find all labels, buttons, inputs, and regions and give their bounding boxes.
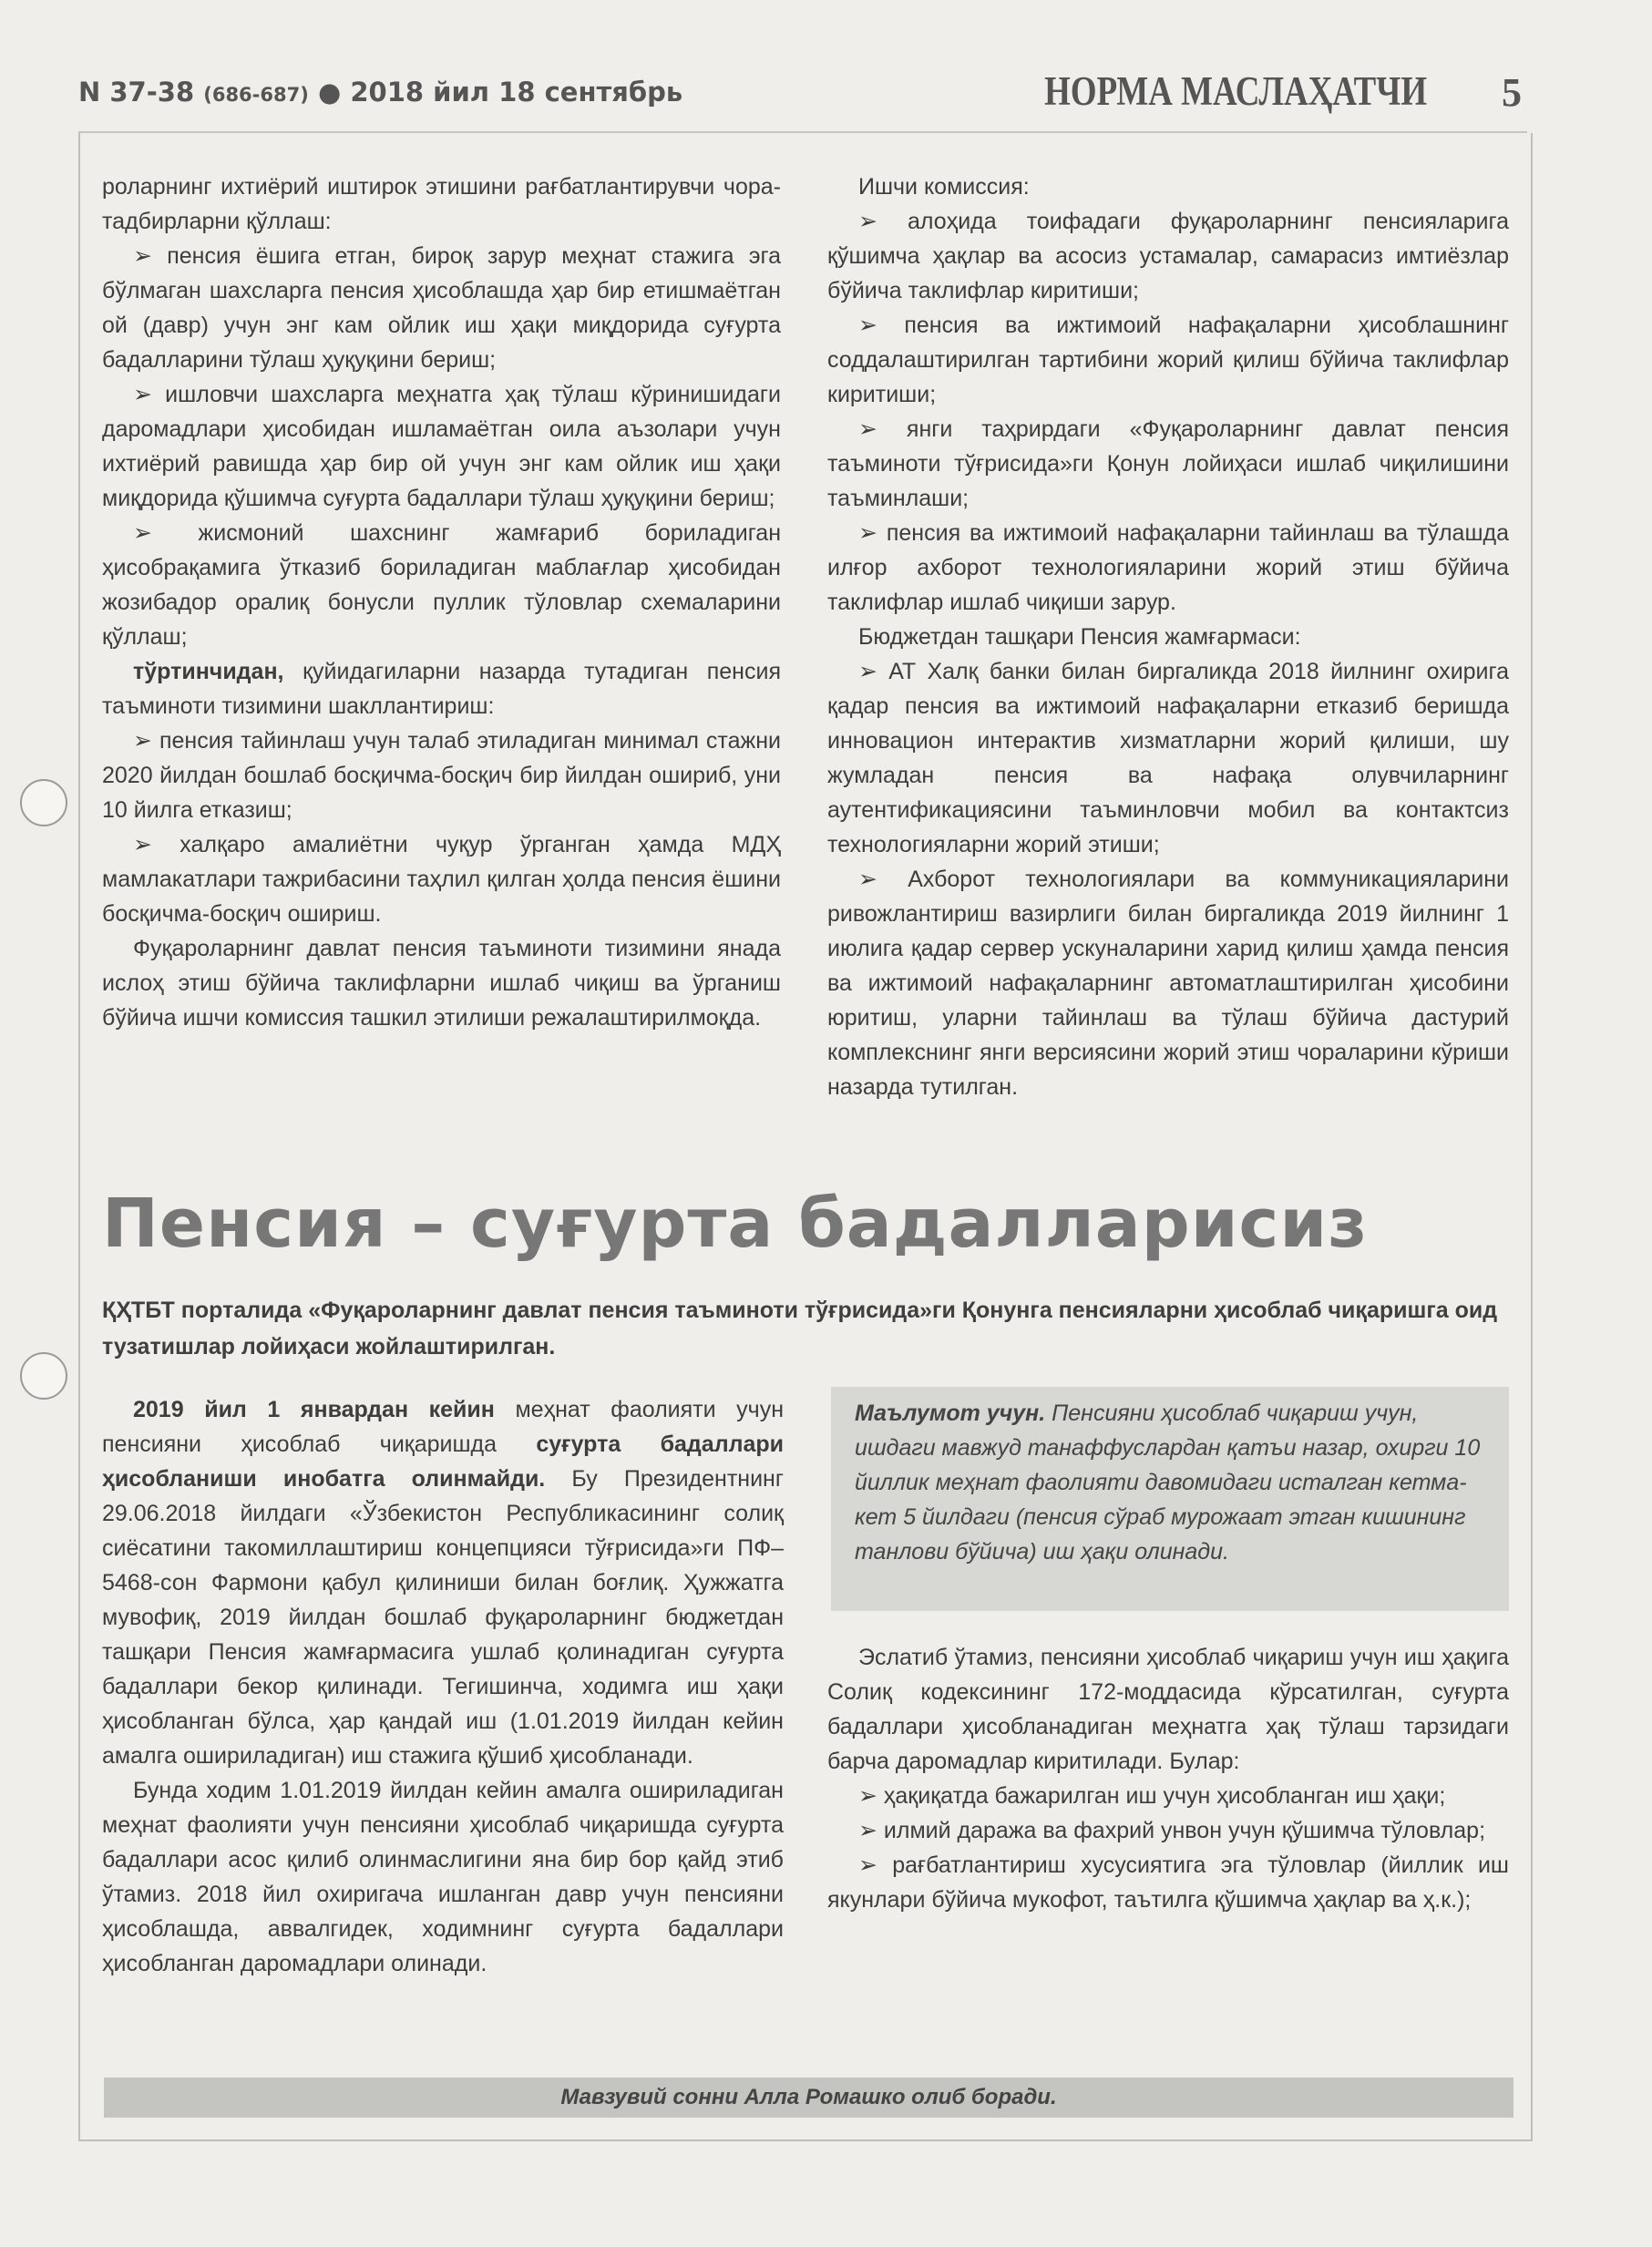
top-right-column — [827, 169, 1509, 1104]
page-number: 5 — [1502, 70, 1522, 115]
issue-info — [78, 77, 682, 108]
bullet-item: ➢ АТ Халқ банки билан биргаликда 2018 йилнинг охирига қадар пенсия ва ижтимоий нафақаларни етказиб беришда инновацион интерактив хизматларни жорий қилиши, шу жумладан пенсия ва нафақа олувчиларнинг аутентификациясини таъминловчи мобил ва контактсиз технологияларни жорий этиши; — [827, 659, 1509, 857]
paragraph: Эслатиб ўтамиз, пенсияни ҳисоблаб чиқариш учун иш ҳақига Солиқ кодексининг 172-моддасида кўрсатилган, суғурта бадаллари ҳисобланадиган меҳнатга ҳақ тўлаш тарзидаги барча даромадлар киритилади. Булар: — [827, 1645, 1509, 1774]
article-headline: Пенсия – суғурта бадалларисиз — [102, 1185, 1369, 1263]
bold-phrase: 2019 йил 1 январдан кейин — [133, 1397, 495, 1422]
issue-sub-number: (686-687) — [203, 84, 309, 106]
issue-number: N 37-38 — [78, 77, 195, 108]
bullet-item: ➢ пенсия ва ижтимоий нафақаларни ҳисоблашнинг соддалаштирилган тартибини жорий қилиш бўйича таклифлар киритиши; — [827, 313, 1509, 407]
bullet-item: ➢ пенсия тайинлаш учун талаб этиладиган минимал стажни 2020 йилдан бошлаб босқичма-босқич бир йилдан ошириб, уни 10 йилга етказиш; — [102, 728, 781, 823]
bullet-item: ➢ ишловчи шахсларга меҳнатга ҳақ тўлаш кўринишидаги даромадлари ҳисобидан ишламаётган оила аъзолари учун ихтиёрий равишда ҳар бир ой учун энг кам ойлик иш ҳақи миқдорида қўшимча суғурта бадаллари тўлаш ҳуқуқини бериш; — [102, 382, 781, 511]
bullet-item: ➢ пенсия ва ижтимоий нафақаларни тайинлаш ва тўлашда илғор ахборот технологияларини жорий этиш бўйича таклифлар ишлаб чиқиши зарур. — [827, 520, 1509, 615]
bottom-right-column — [827, 1640, 1509, 1917]
paragraph-text: қуйидагиларни назарда тутадиган пенсия таъминоти тизимини шакллантириш: — [102, 659, 781, 719]
paragraph — [102, 1392, 784, 1773]
punch-hole-lower — [20, 1352, 67, 1400]
bullet-item: ➢ илмий даража ва фахрий унвон учун қўшимча тўловлар; — [858, 1818, 1486, 1843]
paragraph-text: меҳнат фаолияти учун пенсияни ҳисоблаб чиқаришда — [102, 1397, 785, 1457]
bullet-item: ➢ рағбатлантириш хусусиятига эга тўловлар (йиллик иш якунлари бўйича мукофот, таътилга қўшимча ҳақлар ва ҳ.к.); — [827, 1852, 1509, 1913]
top-left-column — [102, 169, 781, 1035]
bullet-item: ➢ жисмоний шахснинг жамғариб бориладиган ҳисобрақамига ўтказиб бориладиган маблағлар ҳисобидан жозибадор оралиқ бонусли пуллик тўловлар схемаларини қўллаш; — [102, 520, 781, 650]
bullet-separator: ● — [317, 77, 342, 108]
paragraph: Фуқароларнинг давлат пенсия таъминоти тизимини янада ислоҳ этиш бўйича таклифларни ишлаб чиқиш ва ўрганиш бўйича ишчи комиссия ташкил этилиши режалаштирилмоқда. — [102, 936, 781, 1031]
info-box-label: Маълумот учун. — [855, 1401, 1046, 1426]
paragraph: Бунда ходим 1.01.2019 йилдан кейин амалга ошириладиган меҳнат фаолияти учун пенсияни ҳисоблаб чиқаришда суғурта бадаллари асос қилиб олинмаслигини яна бир бор қайд этиб ўтамиз. 2018 йил охиригача ишланган давр учун пенсияни ҳисоблашда, аввалгидек, ходимнинг суғурта бадаллари ҳисобланган даромадлари олинади. — [102, 1778, 784, 1976]
paragraph — [102, 654, 781, 723]
article-lead: ҚҲТБТ порталида «Фуқароларнинг давлат пенсия таъминоти тўғрисида»ги Қонунга пенсияларни ҳисоблаб чиқаришга оид тузатишлар лойиҳаси жойлаштирилган. — [102, 1298, 1498, 1359]
bold-phrase: суғурта бадаллари ҳисобланиши инобатга олинмайди. — [102, 1431, 784, 1492]
bullet-item: ➢ ҳақиқатда бажарилган иш учун ҳисобланган иш ҳақи; — [858, 1783, 1446, 1809]
bullet-item: ➢ алоҳида тоифадаги фуқароларнинг пенсияларига қўшимча ҳақлар ва асосиз устамалар, самарасиз имтиёзлар бўйича таклифлар киритиши; — [827, 209, 1509, 303]
bullet-item: ➢ пенсия ёшига етган, бироқ зарур меҳнат стажига эга бўлмаган шахсларга пенсия ҳисоблашда ҳар бир етишмаётган ой (давр) учун энг кам ойлик иш ҳақи миқдорида суғурта бадалларини тўлаш ҳуқуқини бериш; — [102, 243, 781, 373]
info-box — [831, 1387, 1509, 1611]
magazine-title: НОРМА МАСЛАҲАТЧИ — [1044, 68, 1427, 114]
bullet-item: ➢ Ахборот технологиялари ва коммуникацияларини ривожлантириш вазирлиги билан биргаликда 2019 йилнинг 1 июлига қадар сервер ускуналарини харид қилиш ҳамда пенсия ва ижтимоий нафақаларнинг автоматлаштирилган ҳисобини юритиш, уларни тайинлаш ва тўлаш бўйича дастурий комплекснинг янги версиясини жорий этиш чораларини кўриши назарда тутилган. — [827, 867, 1509, 1100]
editor-credit-bar: Мавзувий сонни Алла Ромашко олиб боради. — [104, 2078, 1513, 2118]
bullet-item: ➢ янги таҳрирдаги «Фуқароларнинг давлат пенсия таъминоти тўғрисида»ги Қонун лойиҳаси ишлаб чиқилишини таъминлаши; — [827, 416, 1509, 511]
paragraph: роларнинг ихтиёрий иштирок этишини рағбатлантирувчи чора-тадбирларни қўллаш: — [102, 174, 781, 234]
bullet-item: ➢ халқаро амалиётни чуқур ўрганган ҳамда МДҲ мамлакатлари тажрибасини таҳлил қилган ҳолда пенсия ёшини босқичма-босқич ошириш. — [102, 832, 781, 927]
paragraph: Бюджетдан ташқари Пенсия жамғармаси: — [858, 624, 1301, 650]
issue-date: 2018 йил 18 сентябрь — [350, 77, 683, 108]
paragraph: Ишчи комиссия: — [858, 174, 1030, 200]
bottom-left-column — [102, 1392, 784, 1981]
punch-hole-upper — [20, 779, 67, 826]
bold-lead: тўртинчидан, — [133, 659, 284, 684]
paragraph-text: Бу Президентнинг 29.06.2018 йилдаги «Ўзбекистон Республикасининг солиқ сиёсатини такомиллаштириш концепцияси тўғрисида»ги ПФ–5468-сон Фармони қабул қилиниши билан боғлиқ. Ҳужжатга мувофиқ, 2019 йилдан бошлаб фуқароларнинг бюджетдан ташқари Пенсия жамғармасига ушлаб қолинадиган суғурта бадаллари бекор қилинади. Тегишинча, ходимга иш ҳақи ҳисобланган бўлса, ҳар қандай иш (1.01.2019 йилдан кейин амалга ошириладиган) иш стажига қўшиб ҳисобланади. — [102, 1466, 784, 1769]
info-box-text: Пенсияни ҳисоблаб чиқариш учун, ишдаги мавжуд танаффуслардан қатъи назар, охирги 10 йиллик меҳнат фаолияти давомидаги исталган кетма-кет 5 йилдаги (пенсия сўраб мурожаат этган кишининг танлови бўйича) иш ҳақи олинади. — [855, 1401, 1481, 1565]
page-header — [78, 67, 1527, 133]
